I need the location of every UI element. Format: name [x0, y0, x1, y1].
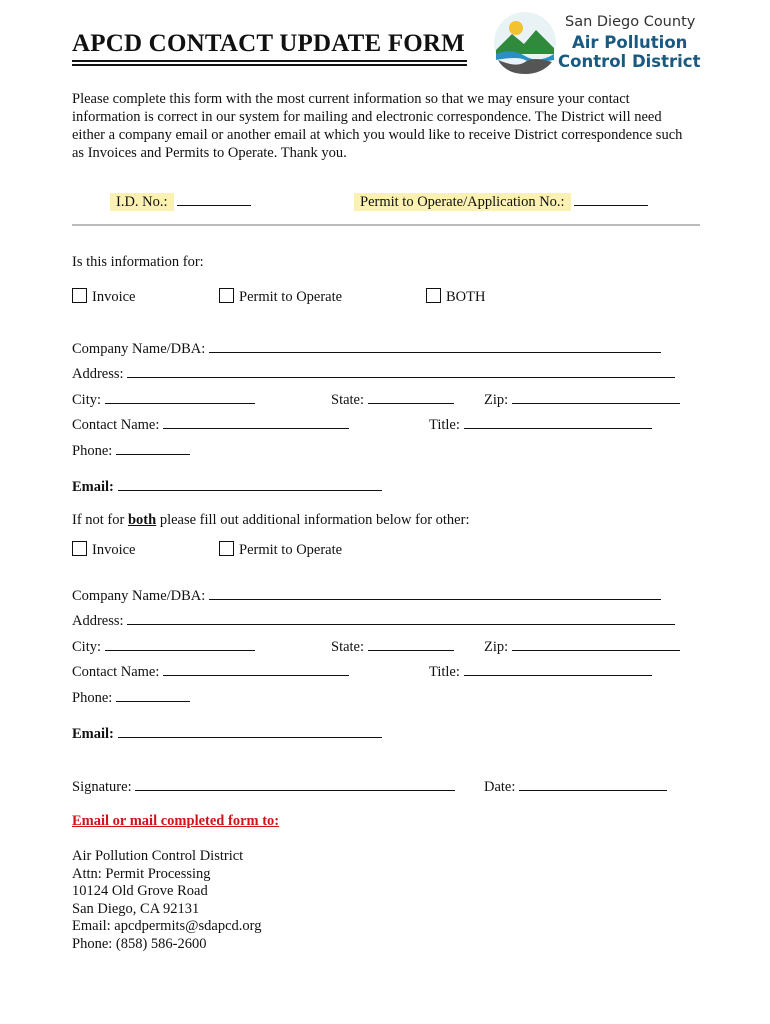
state-label: State: [331, 392, 365, 408]
checkbox-box[interactable] [219, 288, 234, 303]
contact-label: Contact Name: [72, 417, 160, 433]
checkbox-label: Permit to Operate [239, 289, 343, 305]
city-field-1[interactable] [72, 389, 255, 409]
address-line: Attn: Permit Processing [72, 865, 211, 882]
contact-field-1[interactable] [72, 414, 349, 434]
id-number-blank[interactable] [177, 191, 251, 206]
checkbox-invoice-2[interactable] [72, 541, 135, 559]
other-info-prefix: If not for [72, 512, 128, 528]
checkbox-permit-to-operate[interactable] [219, 288, 342, 306]
date-label: Date: [484, 779, 516, 795]
logo-text-county: San Diego County [565, 14, 696, 30]
city-label: City: [72, 392, 102, 408]
title-label: Title: [429, 417, 460, 433]
logo-text-air-pollution: Air Pollution [572, 33, 688, 52]
checkbox-box[interactable] [426, 288, 441, 303]
checkbox-permit-to-operate-2[interactable] [219, 541, 342, 559]
page-title: APCD CONTACT UPDATE FORM [72, 30, 465, 57]
phone-blank[interactable] [116, 687, 190, 702]
checkbox-box[interactable] [72, 288, 87, 303]
signature-label: Signature: [72, 779, 132, 795]
zip-blank[interactable] [512, 389, 680, 404]
other-info-emphasis: both [127, 512, 157, 528]
state-blank[interactable] [368, 389, 454, 404]
state-field-1[interactable] [331, 389, 454, 409]
phone-label: Phone: [72, 443, 113, 459]
city-blank[interactable] [105, 636, 255, 651]
zip-field-2[interactable] [484, 636, 680, 656]
mailing-address [72, 848, 261, 953]
checkbox-invoice[interactable] [72, 288, 135, 306]
checkbox-both[interactable] [426, 288, 485, 306]
signature-blank[interactable] [135, 776, 455, 791]
info-for-question: Is this information for: [72, 254, 204, 270]
company-label: Company Name/DBA: [72, 588, 206, 604]
state-label: State: [331, 639, 365, 655]
date-field[interactable] [484, 776, 667, 796]
contact-blank[interactable] [163, 414, 349, 429]
title-blank[interactable] [464, 414, 652, 429]
city-blank[interactable] [105, 389, 255, 404]
address-label: Address: [72, 613, 124, 629]
apcd-logo-icon [492, 10, 558, 76]
checkbox-label: Invoice [92, 289, 136, 305]
address-line: Email: apcdpermits@sdapcd.org [72, 918, 262, 934]
section-divider [72, 224, 700, 226]
email-field-1[interactable] [72, 476, 382, 496]
state-blank[interactable] [368, 636, 454, 651]
email-field-2[interactable] [72, 723, 382, 743]
phone-field-1[interactable] [72, 440, 190, 460]
signature-field[interactable] [72, 776, 455, 796]
title-field-2[interactable] [429, 661, 652, 681]
checkbox-box[interactable] [72, 541, 87, 556]
title-underline-2 [72, 64, 467, 66]
date-blank[interactable] [519, 776, 667, 791]
company-label: Company Name/DBA: [72, 341, 206, 357]
other-info-suffix: please fill out additional information below for other: [156, 512, 470, 528]
contact-field-2[interactable] [72, 661, 349, 681]
checkbox-label: Permit to Operate [239, 542, 343, 558]
submit-instruction: Email or mail completed form to: [72, 813, 280, 829]
company-field-1[interactable] [72, 338, 661, 358]
phone-label: Phone: [72, 690, 113, 706]
address-field-2[interactable] [72, 610, 675, 630]
address-line: Air Pollution Control District [72, 848, 244, 864]
checkbox-box[interactable] [219, 541, 234, 556]
id-number-label: I.D. No.: [116, 194, 168, 210]
company-blank[interactable] [209, 585, 661, 600]
permit-number-label: Permit to Operate/Application No.: [360, 194, 565, 210]
email-label: Email: [72, 479, 114, 495]
intro-paragraph: Please complete this form with the most current information so that we may ensure your contact information is correct in our system for mailing and electronic correspondence. The District will need either a company email or another email at which you would like to receive District correspondence such as Invoices and Permits to Operate. Thank you. [72, 91, 683, 161]
address-field-1[interactable] [72, 363, 675, 383]
title-blank[interactable] [464, 661, 652, 676]
title-underline [72, 60, 467, 62]
title-field-1[interactable] [429, 414, 652, 434]
phone-field-2[interactable] [72, 687, 190, 707]
logo-text-control-district: Control District [558, 52, 701, 71]
contact-label: Contact Name: [72, 664, 160, 680]
address-line: Phone: (858) 586-2600 [72, 935, 207, 952]
checkbox-label: BOTH [446, 289, 486, 305]
checkbox-label: Invoice [92, 542, 136, 558]
title-label: Title: [429, 664, 460, 680]
contact-blank[interactable] [163, 661, 349, 676]
phone-blank[interactable] [116, 440, 190, 455]
id-number-field[interactable] [110, 191, 251, 211]
address-blank[interactable] [127, 363, 675, 378]
address-blank[interactable] [127, 610, 675, 625]
zip-blank[interactable] [512, 636, 680, 651]
address-line: 10124 Old Grove Road [72, 883, 208, 899]
address-label: Address: [72, 366, 124, 382]
zip-label: Zip: [484, 392, 509, 408]
state-field-2[interactable] [331, 636, 454, 656]
permit-number-field[interactable] [354, 191, 648, 211]
zip-field-1[interactable] [484, 389, 680, 409]
other-info-instruction [72, 512, 469, 529]
email-blank[interactable] [118, 723, 382, 738]
permit-number-blank[interactable] [574, 191, 648, 206]
city-label: City: [72, 639, 102, 655]
zip-label: Zip: [484, 639, 509, 655]
company-field-2[interactable] [72, 585, 661, 605]
city-field-2[interactable] [72, 636, 255, 656]
email-blank[interactable] [118, 476, 382, 491]
company-blank[interactable] [209, 338, 661, 353]
email-label: Email: [72, 726, 114, 742]
address-line: San Diego, CA 92131 [72, 900, 200, 917]
